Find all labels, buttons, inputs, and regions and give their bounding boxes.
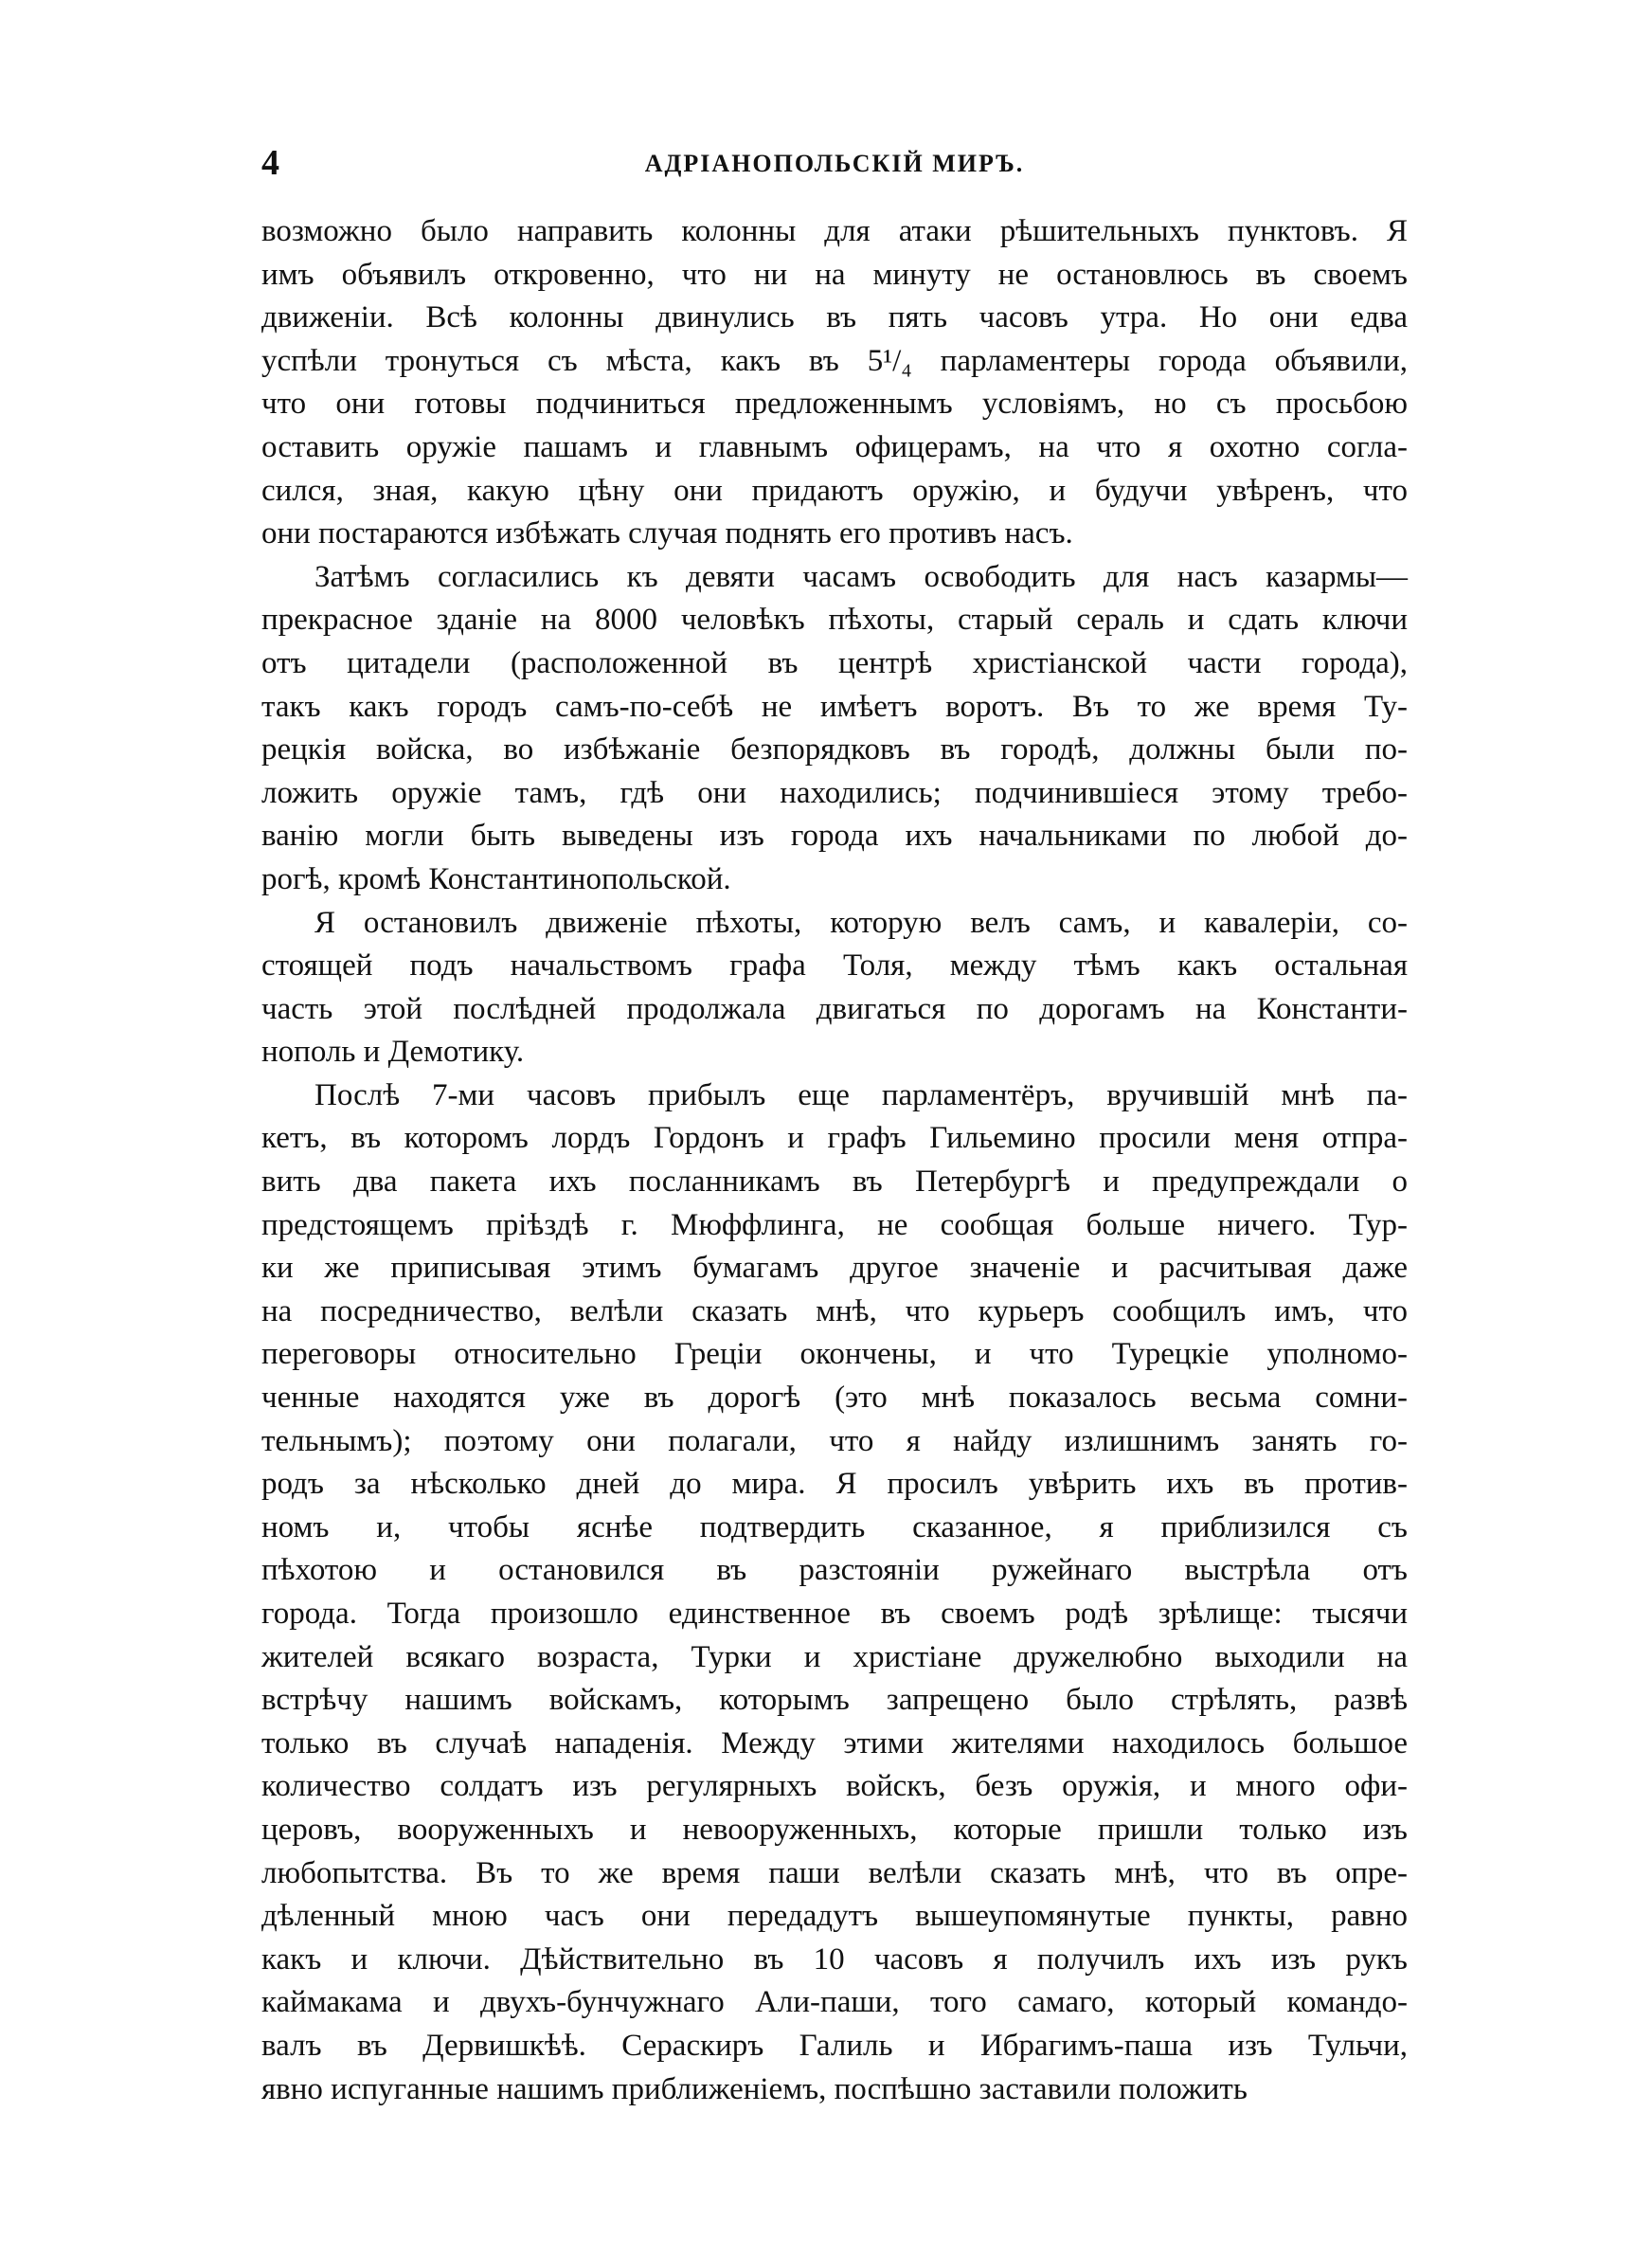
- paragraph: [261, 1074, 1408, 2111]
- text-line: Я остановилъ движенiе пѣхоты, которую велъ самъ, и кавалерiи, со-: [314, 905, 1408, 940]
- text-line: количество солдатъ изъ регулярныхъ войскъ, безъ оружiя, и много офи-: [261, 1769, 1408, 1804]
- text-line: что они готовы подчиниться предложеннымъ условiямъ, но съ просьбою: [261, 387, 1408, 422]
- page-header: [261, 142, 1408, 199]
- text-line: сился, зная, какую цѣну они придаютъ оружiю, и будучи увѣренъ, что: [261, 473, 1408, 508]
- text-line: Затѣмъ согласились къ девяти часамъ освободить для насъ казармы—: [314, 559, 1408, 594]
- text-line: рецкiя войска, во избѣжанiе безпорядковъ въ городѣ, должны были по-: [261, 732, 1408, 767]
- text-line: церовъ, вооруженныхъ и невооруженныхъ, которые пришли только изъ: [261, 1812, 1408, 1847]
- text-line: переговоры относительно Грецiи окончены, и что Турецкiе уполномо-: [261, 1337, 1408, 1372]
- text-line: стоящей подъ начальствомъ графа Толя, между тѣмъ какъ остальная: [261, 948, 1408, 984]
- text-line: любопытства. Въ то же время паши велѣли сказать мнѣ, что въ опре-: [261, 1855, 1408, 1890]
- text-line: оставить оружiе пашамъ и главнымъ офицерамъ, на что я охотно согла-: [261, 429, 1408, 464]
- text-line: родъ за нѣсколько дней до мира. Я просилъ увѣрить ихъ въ против-: [261, 1467, 1408, 1502]
- text-line: ложить оружiе тамъ, гдѣ они находились; подчинившiеся этому требо-: [261, 775, 1408, 810]
- text-line: Послѣ 7-ми часовъ прибылъ еще парламентёръ, вручившiй мнѣ па-: [314, 1077, 1408, 1112]
- text-line: предстоящемъ прiѣздѣ г. Мюффлинга, не сообщая больше ничего. Тур-: [261, 1207, 1408, 1242]
- text-line: какъ и ключи. Дѣйствительно въ 10 часовъ я получилъ ихъ изъ рукъ: [261, 1941, 1408, 1977]
- text-line: кетъ, въ которомъ лордъ Гордонъ и графъ Гильемино просили меня отпра-: [261, 1121, 1408, 1156]
- paragraph: [261, 210, 1408, 556]
- text-line: жителей всякаго возраста, Турки и христiане дружелюбно выходили на: [261, 1639, 1408, 1674]
- body-text: [261, 210, 1408, 2111]
- text-line: тельнымъ); поэтому они полагали, что я найду излишнимъ занять го-: [261, 1423, 1408, 1458]
- text-line: ки же приписывая этимъ бумагамъ другое значенiе и расчитывая даже: [261, 1251, 1408, 1286]
- text-line: имъ объявилъ откровенно, что ни на минуту не остановлюсь въ своемъ: [261, 257, 1408, 292]
- text-line: номъ и, чтобы яснѣе подтвердить сказанное, я приблизился съ: [261, 1509, 1408, 1544]
- text-line: рогѣ, кромѣ Константинопольской.: [261, 861, 731, 896]
- text-line: города. Тогда произошло единственное въ своемъ родѣ зрѣлище: тысячи: [261, 1597, 1408, 1631]
- text-line: только въ случаѣ нападенiя. Между этими жителями находилось большое: [261, 1725, 1408, 1760]
- text-line: вить два пакета ихъ посланникамъ въ Петербургѣ и предупреждали о: [261, 1165, 1408, 1200]
- text-line: такъ какъ городъ самъ-по-себѣ не имѣетъ воротъ. Въ то же время Ту-: [261, 689, 1408, 724]
- text-line: дѣленный мною часъ они передадутъ вышеупомянутые пункты, равно: [261, 1899, 1408, 1934]
- paragraph: [261, 556, 1408, 902]
- text-line: явно испуганные нашимъ приближенiемъ, поспѣшно заставили положить: [261, 2071, 1248, 2106]
- text-line: валъ въ Дервишкѣѣ. Сераскиръ Галиль и Ибрагимъ-паша изъ Тульчи,: [261, 2028, 1408, 2063]
- text-line: движенiи. Всѣ колонны двинулись въ пять часовъ утра. Но они едва: [261, 300, 1408, 335]
- text-line: встрѣчу нашимъ войскамъ, которымъ запрещено было стрѣлять, развѣ: [261, 1683, 1408, 1718]
- text-line: часть этой послѣдней продолжала двигаться по дорогамъ на Константи-: [261, 991, 1408, 1026]
- text-line: на посредничество, велѣли сказать мнѣ, что курьеръ сообщилъ имъ, что: [261, 1293, 1408, 1328]
- text-line: каймакама и двухъ-бунчужнаго Али-паши, того самаго, который командо-: [261, 1985, 1408, 2020]
- text-line: ванiю могли быть выведены изъ города ихъ начальниками по любой до-: [261, 819, 1408, 854]
- text-line: нополь и Демотику.: [261, 1035, 525, 1070]
- text-line: пѣхотою и остановился въ разстоянiи ружейнаго выстрѣла отъ: [261, 1553, 1408, 1588]
- text-line: ченные находятся уже въ дорогѣ (это мнѣ показалось весьма сомни-: [261, 1381, 1408, 1416]
- text-line: прекрасное зданiе на 8000 человѣкъ пѣхоты, старый сераль и сдать ключи: [261, 603, 1408, 638]
- paragraph: [261, 902, 1408, 1074]
- text-line: отъ цитадели (расположенной въ центрѣ христiанской части города),: [261, 645, 1408, 680]
- text-line: они постараются избѣжать случая поднять его противъ насъ.: [261, 516, 1073, 551]
- text-line: возможно было направить колонны для атаки рѣшительныхъ пунктовъ. Я: [261, 214, 1408, 248]
- text-line: успѣли тронуться съ мѣста, какъ въ 5¹/₄ парламентеры города объявили,: [261, 343, 1408, 378]
- running-title: АДРIАНОПОЛЬСКIЙ МИРЪ.: [644, 150, 1025, 177]
- page-number: 4: [261, 143, 279, 183]
